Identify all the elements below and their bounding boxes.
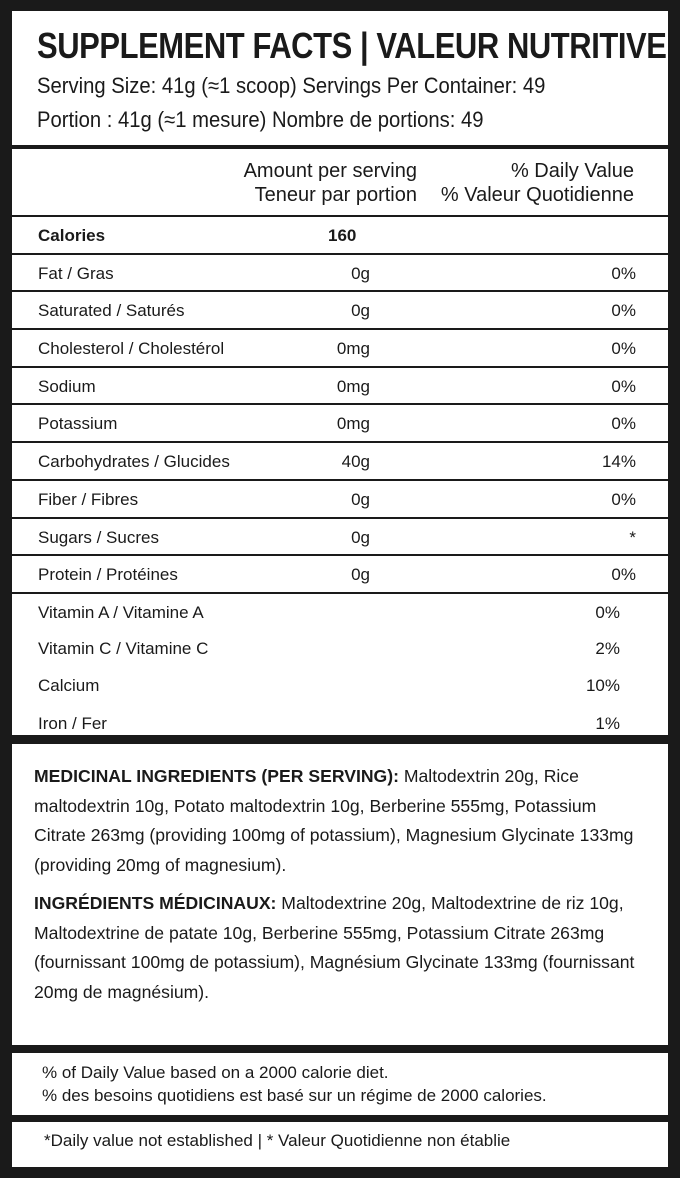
vitamin-daily-value: 0% <box>595 602 620 622</box>
nutrient-amount: 0g <box>351 527 370 547</box>
vitamin-name: Vitamin A / Vitamine A <box>38 602 204 622</box>
nutrient-daily-value: 0% <box>611 376 636 396</box>
nutrient-rows <box>12 215 668 743</box>
table-row <box>12 366 668 404</box>
nutrient-daily-value: 14% <box>601 452 636 472</box>
label-title: SUPPLEMENT FACTS | VALEUR NUTRITIVE <box>37 25 667 66</box>
daily-value-note-fr: % des besoins quotidiens est basé sur un régime de 2000 calories. <box>42 1086 547 1105</box>
daily-value-column-header: % Daily Value % Valeur Quotidienne <box>440 160 634 206</box>
ingredients-fr <box>34 889 644 1007</box>
table-row <box>12 403 668 441</box>
nutrient-name: Saturated / Saturés <box>38 301 185 321</box>
nutrient-daily-value: * <box>629 527 636 547</box>
nutrient-name: Fiber / Fibres <box>38 489 139 509</box>
table-row <box>12 441 668 479</box>
nutrient-name: Cholesterol / Cholestérol <box>38 339 225 359</box>
footnote <box>12 1122 668 1167</box>
table-row <box>12 667 668 705</box>
nutrient-amount: 0g <box>351 263 370 283</box>
ingredients-en <box>34 762 644 880</box>
nutrient-amount: 0g <box>351 565 370 585</box>
table-row <box>12 328 668 366</box>
ingredients-fr-text: Maltodextrine 20g, Maltodextrine de riz 10g, Maltodextrine de patate 10g, Berberine 555mg, Potassium Citrate 263mg (fournissant 100mg de potassium), Magnésium Glycinate 133mg (fournissant 20mg de magnésium). <box>34 893 635 1002</box>
table-row <box>12 517 668 555</box>
nutrient-name: Fat / Gras <box>38 263 114 283</box>
nutrient-daily-value: 0% <box>611 489 636 509</box>
nutrient-name: Sugars / Sucres <box>38 527 159 547</box>
nutrient-name: Calories <box>38 226 106 245</box>
ingredients-en-text: Maltodextrin 20g, Rice maltodextrin 10g, Potato maltodextrin 10g, Berberine 555mg, Potassium Citrate 263mg (providing 100mg of potassium), Magnesium Glycinate 133mg (providing 20mg of magnesium). <box>34 766 634 875</box>
daily-value-note-en: % of Daily Value based on a 2000 calorie diet. <box>42 1063 389 1082</box>
vitamin-name: Vitamin C / Vitamine C <box>38 638 209 658</box>
table-row <box>12 630 668 668</box>
nutrient-daily-value: 0% <box>611 339 636 359</box>
serving-size-fr: Portion : 41g (≈1 mesure) Nombre de portions: 49 <box>37 107 484 132</box>
table-row <box>12 253 668 291</box>
vitamin-daily-value: 10% <box>585 676 620 696</box>
table-row <box>12 554 668 592</box>
nutrient-name: Sodium <box>38 376 96 396</box>
ingredients-fr-label: INGRÉDIENTS MÉDICINAUX: <box>34 893 277 913</box>
nutrient-amount: 0mg <box>336 339 370 359</box>
table-row <box>12 705 668 743</box>
nutrition-table <box>12 149 668 735</box>
ingredients-section <box>12 744 668 1045</box>
ingredients-en-label: MEDICINAL INGREDIENTS (PER SERVING): <box>34 766 399 786</box>
footnote-text: *Daily value not established | * Valeur Quotidienne non établie <box>44 1131 511 1150</box>
nutrient-daily-value: 0% <box>611 414 636 434</box>
nutrient-amount: 0g <box>351 489 370 509</box>
nutrient-name: Carbohydrates / Glucides <box>38 452 230 472</box>
table-row <box>12 592 668 630</box>
nutrient-amount: 0mg <box>336 414 370 434</box>
serving-size-en: Serving Size: 41g (≈1 scoop) Servings Per Container: 49 <box>37 73 546 98</box>
daily-value-note <box>12 1053 668 1115</box>
nutrient-name: Potassium <box>38 414 118 434</box>
nutrient-amount: 0g <box>351 301 370 321</box>
table-row <box>12 290 668 328</box>
nutrient-amount: 40g <box>341 452 370 472</box>
facts-header <box>12 11 668 145</box>
vitamin-name: Calcium <box>38 676 100 696</box>
vitamin-name: Iron / Fer <box>38 713 107 733</box>
nutrient-daily-value: 0% <box>611 301 636 321</box>
nutrient-name: Protein / Protéines <box>38 565 178 585</box>
vitamin-daily-value: 2% <box>595 638 620 658</box>
table-row <box>12 215 668 253</box>
nutrient-daily-value: 0% <box>611 263 636 283</box>
nutrient-amount: 0mg <box>336 376 370 396</box>
amount-column-header: Amount per serving Teneur par portion <box>243 160 417 206</box>
nutrient-amount: 160 <box>328 226 357 245</box>
table-row <box>12 479 668 517</box>
nutrient-daily-value: 0% <box>611 565 636 585</box>
vitamin-daily-value: 1% <box>595 713 620 733</box>
